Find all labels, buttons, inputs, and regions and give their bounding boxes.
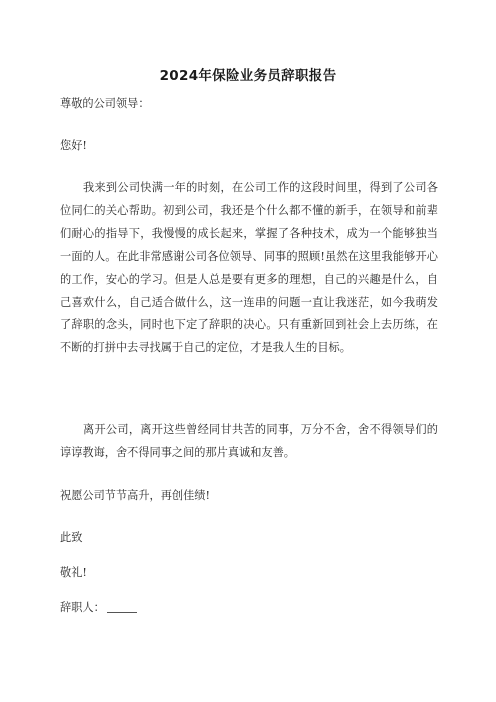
greeting: 您好! (60, 139, 87, 152)
document-title: 2024年保险业务员辞职报告 (159, 68, 337, 84)
signature-label: 辞职人： (60, 601, 105, 614)
closing-line-1: 此致 (60, 531, 83, 544)
signature-blank (107, 600, 137, 613)
wish-line: 祝愿公司节节高升，再创佳绩! (60, 489, 210, 502)
body-paragraph-2: 离开公司，离开这些曾经同甘共苦的同事，万分不舍，舍不得领导们的谆谆教诲，舍不得同事之间的那片真诚和友善。 (60, 423, 438, 459)
body-paragraph-1: 我来到公司快满一年的时刻，在公司工作的这段时间里，得到了公司各位同仁的关心帮助。初到公司，我还是个什么都不懂的新手，在领导和前辈们耐心的指导下，我慢慢的成长起来，掌握了各种技术，成为一个能够独当一面的人。在此非常感谢公司各位领导、同事的照顾!虽然在这里我能够开心的工作，安心的学习。但是人总是要有更多的理想，自己的兴趣是什么，自己喜欢什么，自己适合做什么，这一连串的问题一直让我迷茫，如今我萌发了辞职的念头，同时也下定了辞职的决心。只有重新回到社会上去历练，在不断的打拼中去寻找属于自己的定位，才是我人生的目标。 (60, 181, 438, 355)
closing-line-2: 敬礼! (60, 566, 87, 579)
salutation: 尊敬的公司领导： (60, 97, 150, 110)
signature-row (60, 597, 438, 620)
